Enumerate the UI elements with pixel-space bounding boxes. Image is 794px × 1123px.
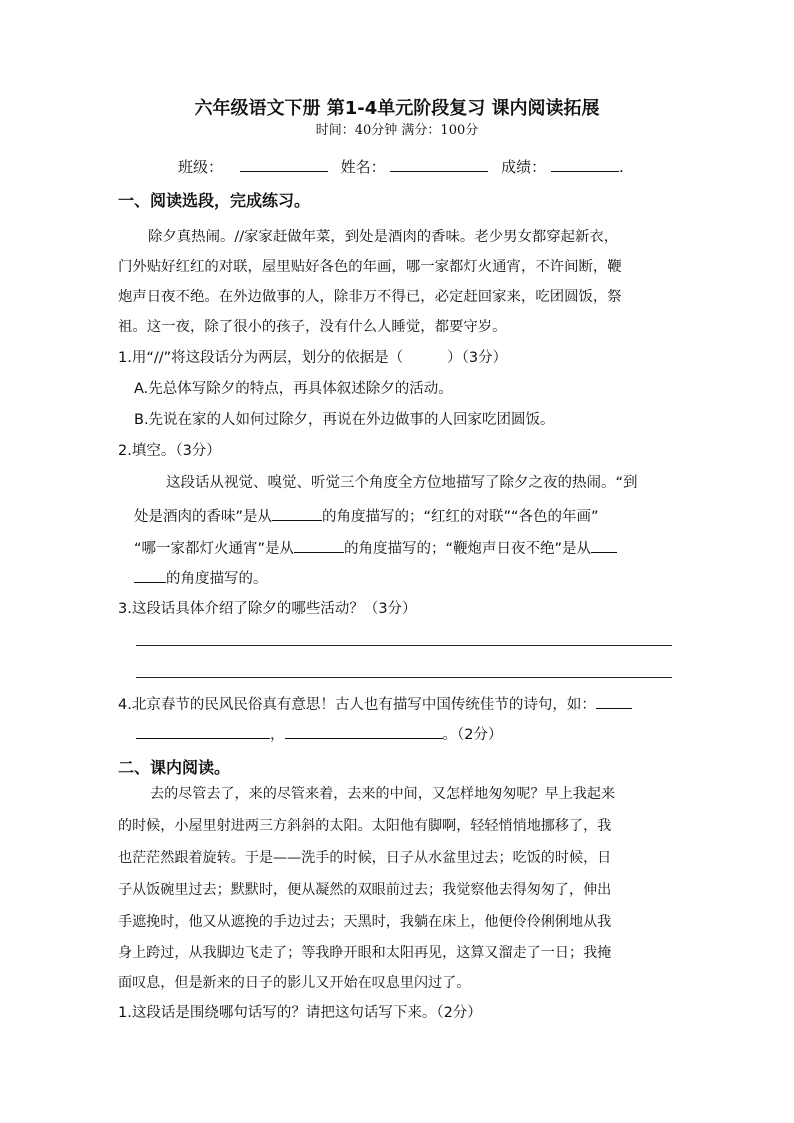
- q4-blank-1b[interactable]: [136, 722, 270, 739]
- passage1-line: 祖。这一夜，除了很小的孩子，没有什么人睡觉，都要守岁。: [118, 319, 507, 335]
- passage2-line: 子从饭碗里过去；默默时，便从凝然的双眼前过去；我觉察他去得匆匆了，伸出: [118, 882, 612, 898]
- q1-option-b[interactable]: B.先说在家的人如何过除夕，再说在外边做事的人回家吃团圆饭。: [134, 412, 555, 428]
- q1-score: ）（3分）: [447, 350, 508, 366]
- answer-line[interactable]: [136, 645, 672, 646]
- passage2-line: 也茫茫然跟着旋转。于是——洗手的时候，日子从水盆里过去；吃饭的时候，日: [118, 850, 612, 866]
- q2-line: [134, 536, 617, 560]
- q2-text: 的角度描写的。: [166, 571, 268, 587]
- q2-blank-2[interactable]: [294, 536, 344, 553]
- passage1-line: 除夕真热闹。//家家赶做年菜，到处是酒肉的香味。老少男女都穿起新衣，: [148, 229, 619, 245]
- name-blank[interactable]: [390, 155, 488, 172]
- q4-blank-2[interactable]: [285, 722, 443, 739]
- q4-comma: ，: [270, 727, 285, 743]
- q2-text: 处是酒肉的香味”是从: [134, 509, 273, 525]
- page-title: 六年级语文下册 第1-4单元阶段复习 课内阅读拓展: [194, 98, 600, 119]
- class-blank[interactable]: [240, 155, 328, 172]
- section1-heading: 一、阅读选段，完成练习。: [118, 191, 311, 210]
- question-2-1: 1.这段话是围绕哪句话写的？请把这句话写下来。（2分）: [118, 1005, 482, 1021]
- page-subtitle: 时间：40分钟 满分：100分: [315, 123, 479, 138]
- q4-line: [136, 722, 502, 746]
- end-mark: .: [618, 158, 624, 176]
- q2-blank-3a[interactable]: [591, 536, 617, 553]
- q2-line: [134, 566, 268, 590]
- section2-heading: 二、课内阅读。: [118, 758, 231, 777]
- question-4: [118, 692, 632, 716]
- q4-blank-1a[interactable]: [596, 692, 632, 709]
- passage1-line: 门外贴好红红的对联，屋里贴好各色的年画，哪一家都灯火通宵，不许间断，鞭: [118, 259, 622, 275]
- q1-stem: 1.用“//”将这段话分为两层，划分的依据是（: [118, 350, 404, 366]
- q2-line: [134, 504, 599, 528]
- q2-text: “哪一家都灯火通宵”是从: [134, 541, 295, 557]
- question-3: 3.这段话具体介绍了除夕的哪些活动？（3分）: [118, 601, 417, 617]
- q2-text: 的角度描写的；“鞭炮声日夜不绝”是从: [344, 541, 592, 557]
- question-1: [118, 347, 507, 369]
- q2-blank-3b[interactable]: [134, 566, 166, 583]
- q2-line: 这段话从视觉、嗅觉、听觉三个角度全方位地描写了除夕之夜的热闹。“到: [166, 475, 638, 491]
- score-blank[interactable]: [551, 155, 619, 172]
- class-label: 班级：: [178, 158, 224, 176]
- passage2-line: 去的尽管去了，来的尽管来着，去来的中间，又怎样地匆匆呢？早上我起来: [150, 786, 616, 802]
- q2-blank-1[interactable]: [272, 504, 322, 521]
- passage2-line: 的时候，小屋里射进两三方斜斜的太阳。太阳他有脚啊，轻轻悄悄地挪移了，我: [118, 818, 612, 834]
- q1-option-a[interactable]: A.先总体写除夕的特点，再具体叙述除夕的活动。: [134, 381, 453, 397]
- score-label: 成绩：: [501, 158, 547, 176]
- info-row: [178, 155, 624, 178]
- q4-stem: 4.北京春节的民风民俗真有意思！古人也有描写中国传统佳节的诗句，如：: [118, 697, 596, 713]
- passage2-line: 身上跨过，从我脚边飞走了；等我睁开眼和太阳再见，这算又溜走了一日；我掩: [118, 945, 612, 961]
- question-2: 2.填空。（3分）: [118, 443, 221, 459]
- q4-score: 。（2分）: [442, 727, 503, 743]
- passage2-line: 面叹息，但是新来的日子的影儿又开始在叹息里闪过了。: [118, 975, 471, 991]
- passage1-line: 炮声日夜不绝。在外边做事的人，除非万不得已，必定赶回家来，吃团圆饭，祭: [118, 289, 622, 305]
- q2-text: 的角度描写的；“红红的对联”“各色的年画”: [322, 509, 599, 525]
- name-label: 姓名：: [340, 158, 386, 176]
- answer-line[interactable]: [136, 677, 672, 678]
- passage2-line: 手遮挽时，他又从遮挽的手边过去；天黑时，我躺在床上，他便伶伶俐俐地从我: [118, 914, 612, 930]
